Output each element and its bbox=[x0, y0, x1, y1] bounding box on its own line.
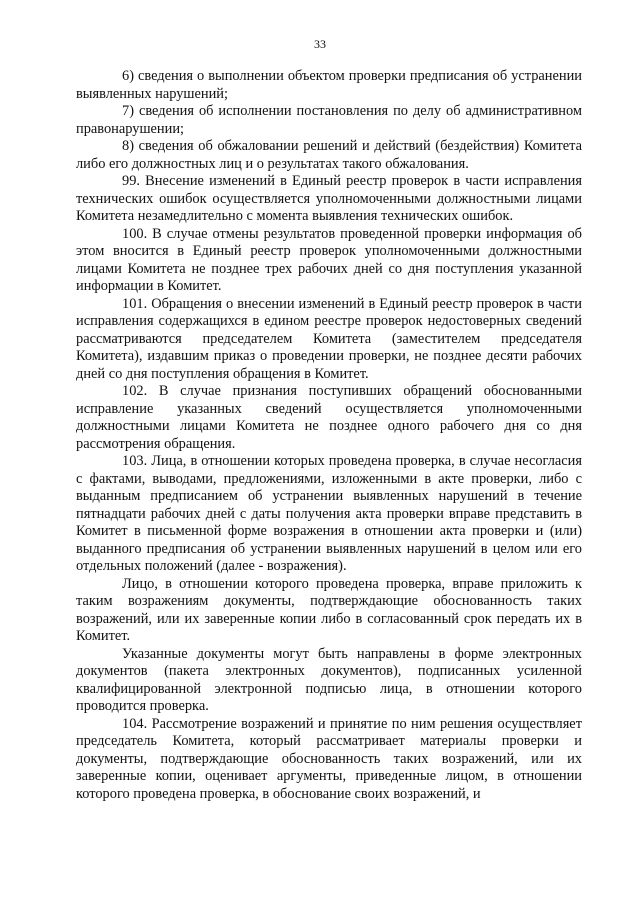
paragraph-101: 101. Обращения о внесении изменений в Единый реестр проверок в части исправления содержащихся в едином реестре проверок недостоверных сведений рассматриваются председателем Комитета (заместителем председателя Комитета), издавшим приказ о проведении проверки, не позднее десяти рабочих дней со дня поступления обращения в Комитет. bbox=[76, 295, 582, 382]
paragraph-100: 100. В случае отмены результатов проведенной проверки информация об этом вносится в Единый реестр проверок уполномоченными должностными лицами Комитета не позднее трех рабочих дней со дня поступления указанной информации в Комитет. bbox=[76, 225, 582, 294]
paragraph-99: 99. Внесение изменений в Единый реестр проверок в части исправления технических ошибок осуществляется уполномоченными должностными лицами Комитета незамедлительно с момента выявления технических ошибок. bbox=[76, 173, 582, 224]
paragraph-item-7: 7) сведения об исполнении постановления по делу об административном правонарушении; bbox=[76, 103, 582, 137]
paragraph-104: 104. Рассмотрение возражений и принятие по ним решения осуществляет председатель Комитета, который рассматривает материалы проверки и документы, подтверждающие обоснованность таких возражений, или их заверенные копии, оценивает аргументы, приведенные лицом, в отношении которого проведена проверка, в обоснование своих возражений, и bbox=[76, 715, 582, 802]
paragraph-103: 103. Лица, в отношении которых проведена проверка, в случае несогласия с фактами, выводами, предложениями, изложенными в акте проверки, либо с выданным предписанием об устранении выявленных нарушений в течение пятнадцати рабочих дней с даты получения акта проверки вправе представить в Комитет в письменной форме возражения в отношении акта проверки и (или) выданного предписания об устранении выявленных нарушений в целом или его отдельных положений (далее - возражения). bbox=[76, 453, 582, 574]
page-number: 33 bbox=[314, 37, 326, 51]
paragraph-item-6: 6) сведения о выполнении объектом проверки предписания об устранении выявленных нарушений; bbox=[76, 68, 582, 102]
paragraph-103-objections-docs: Лицо, в отношении которого проведена проверка, вправе приложить к таким возражениям документы, подтверждающие обоснованность таких возражений, или их заверенные копии либо в согласованный срок передать их в Комитет. bbox=[76, 575, 582, 644]
paragraph-103-electronic-docs: Указанные документы могут быть направлены в форме электронных документов (пакета электронных документов), подписанных усиленной квалифицированной электронной подписью лица, в отношении которого проводится проверка. bbox=[76, 645, 582, 714]
document-body bbox=[76, 68, 582, 803]
paragraph-item-8: 8) сведения об обжаловании решений и действий (бездействия) Комитета либо его должностных лиц и о результатах такого обжалования. bbox=[76, 138, 582, 172]
paragraph-102: 102. В случае признания поступивших обращений обоснованными исправление указанных сведений осуществляется уполномоченными должностными лицами Комитета не позднее одного рабочего дня со дня рассмотрения обращения. bbox=[76, 383, 582, 452]
